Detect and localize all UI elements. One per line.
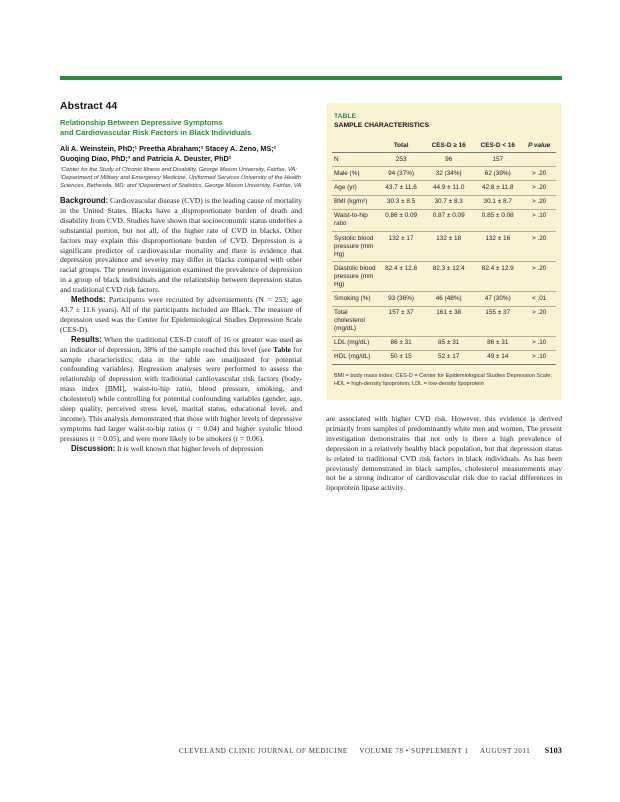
table-cell: 155 ± 37: [473, 306, 522, 336]
table-row: [332, 181, 556, 195]
table-cell: > .20: [522, 306, 556, 336]
table-cell: 86 ± 31: [378, 336, 424, 350]
table-row: [332, 231, 556, 261]
table-cell: > .10: [522, 336, 556, 350]
abstract-title-line1: Relationship Between Depressive Symptoms: [60, 118, 223, 127]
table-cell: 50 ± 15: [378, 350, 424, 364]
table-row-label: Diastolic blood pressure (mm Hg): [332, 262, 378, 292]
table-cell: 62 (39%): [473, 167, 522, 181]
table-cell: 132 ± 16: [473, 231, 522, 261]
sample-characteristics-table: [332, 139, 556, 365]
footer-volume: VOLUME 78 • SUPPLEMENT 1: [359, 747, 469, 755]
table-header-cell: CES-D < 16: [473, 139, 522, 153]
page-number: S103: [544, 746, 562, 755]
table-cell: 82.4 ± 12.9: [473, 262, 522, 292]
footer-date: AUGUST 2011: [480, 747, 531, 755]
affiliations: ¹Center for the Study of Chronic Illness and Disability, George Mason University, Fairfax, VA; ²Department of Military and Emergency Medicine, Uniformed Services University of the Health Sciences, Bethesda, MD; and ³Department of Statistics, George Mason University, Fairfax, VA: [60, 167, 302, 189]
table-cell: 42.8 ± 11.8: [473, 181, 522, 195]
table-cell: 94 (37%): [378, 167, 424, 181]
table-row: [332, 292, 556, 306]
background-text: Cardiovascular disease (CVD) is the leading cause of mortality in the United States. Blacks have a disproportionate burden of death and disability from CVD. Studies have shown that socioeconomic status underlies a substantial portion, but not all, of the higher rate of CVD in blacks. Other factors may explain this disproportionate burden of CVD. Depression is a significant predictor of cardiovascular mortality and there is evidence that depression prevalence and severity may differ in blacks compared with other racial groups. The present investigation examined the prevalence of depression in a group of black individuals and the relationship between depression status and traditional CVD risk factors.: [60, 196, 302, 295]
table-cell: > .10: [522, 209, 556, 231]
discussion-continued: are associated with higher CVD risk. However, this evidence is derived primarily from samples of predominantly white men and women. The present investigation demonstrates that not only is there a high prevalence of depression in a relatively healthy black population, but that depression status is related to traditional CVD risk factors in black individuals. As has been previously demonstrated in black samples, cholesterol measurements may not be a strong indicator of cardiovascular risk due to racial differences in lipoprotein lipase activity.: [326, 414, 562, 493]
background-heading: Background:: [60, 196, 109, 205]
abstract-number: Abstract 44: [60, 100, 118, 112]
table-cell: 161 ± 38: [424, 306, 473, 336]
right-column: [326, 414, 562, 493]
table-footnote: BMI = body mass index; CES-D = Center for Epidemiological Studies Depression Scale; HDL = high-density lipoprotein; LDL = low-density lipoprotein: [334, 373, 552, 387]
table-cell: 157: [473, 153, 522, 167]
results-text-b: for sample characteristics; data in the table are unadjusted for potential confounding variables). Regression analyses were performed to assess the relationship of depression with traditional cardiovascular risk factors (body-mass index [BMI], waist-to-hip ratio, blood pressure, smoking, and cholesterol) while controlling for potential confounding variables (gender, age, sleep quality, perceived stress level, marital status, educational level, and income). This analysis demonstrated that those with higher levels of depressive symptoms had larger waist-to-hip ratios (r = 0.04) and higher systolic blood pressures (r = 0.05), and were more likely to be smokers (r = 0.06).: [60, 344, 302, 443]
table-row: [332, 209, 556, 231]
table-cell: 43.7 ± 11.6: [378, 181, 424, 195]
table-row: [332, 306, 556, 336]
table-cell: 82.4 ± 12.8: [378, 262, 424, 292]
table-cell: 30.1 ± 8.7: [473, 195, 522, 209]
table-cell: 44.9 ± 11.0: [424, 181, 473, 195]
table-row-label: BMI (kg/m²): [332, 195, 378, 209]
table-row: [332, 167, 556, 181]
table-cell: < .01: [522, 292, 556, 306]
left-column: [60, 100, 302, 454]
table-cell: 253: [378, 153, 424, 167]
table-cell: 96: [424, 153, 473, 167]
table-cell: > .20: [522, 195, 556, 209]
table-row-label: LDL (mg/dL): [332, 336, 378, 350]
methods-text: Participants were recruited by advertisements (N = 253; age 43.7 ± 11.6 years). All of the participants included are Black. The measure of depression used was the Center for Epidemiological Studies Depression Scale (CES-D).: [60, 295, 303, 334]
table-title: SAMPLE CHARACTERISTICS: [334, 122, 430, 129]
table-row-label: Age (yr): [332, 181, 378, 195]
table-cell: 93 (36%): [378, 292, 424, 306]
table-cell: 82.3 ± 12.4: [424, 262, 473, 292]
table-label: TABLE: [334, 113, 357, 120]
table-row: [332, 153, 556, 167]
abstract-title: [60, 118, 302, 138]
methods-heading: Methods:: [71, 295, 106, 305]
table-cell: [522, 153, 556, 167]
table-header-cell: CES-D ≥ 16: [424, 139, 473, 153]
table-cell: 47 (30%): [473, 292, 522, 306]
table-cell: 132 ± 17: [378, 231, 424, 261]
page-footer: [150, 746, 562, 755]
table-cell: 46 (48%): [424, 292, 473, 306]
table-row: [332, 350, 556, 364]
discussion-paragraph: [60, 444, 302, 454]
table-header-row: [332, 139, 556, 153]
top-rule: [60, 76, 562, 80]
table-row-label: Total cholesterol (mg/dL): [332, 306, 378, 336]
table-row-label: Male (%): [332, 167, 378, 181]
table-row-label: Waist-to-hip ratio: [332, 209, 378, 231]
discussion-heading: Discussion:: [71, 443, 116, 453]
table-row: [332, 195, 556, 209]
table-cell: 52 ± 17: [424, 350, 473, 364]
table-cell: 85 ± 31: [424, 336, 473, 350]
table-cell: 0.86 ± 0.09: [378, 209, 424, 231]
methods-paragraph: [60, 295, 302, 335]
table-cell: > .20: [522, 167, 556, 181]
table-cell: > .20: [522, 262, 556, 292]
table-cell: > .20: [522, 231, 556, 261]
table-row-label: Systolic blood pressure (mm Hg): [332, 231, 378, 261]
results-paragraph: [60, 335, 302, 444]
table-cell: 49 ± 14: [473, 350, 522, 364]
table-reference-link[interactable]: Table: [273, 344, 291, 354]
table-cell: 30.3 ± 8.5: [378, 195, 424, 209]
discussion-text-left: It is well known that higher levels of depression: [117, 443, 264, 453]
abstract-title-line2: and Cardiovascular Risk Factors in Black Individuals: [60, 128, 252, 137]
table-row-label: N: [332, 153, 378, 167]
table-cell: 0.85 ± 0.08: [473, 209, 522, 231]
table-cell: 32 (34%): [424, 167, 473, 181]
table-cell: 157 ± 37: [378, 306, 424, 336]
table-row: [332, 262, 556, 292]
table-panel: [326, 103, 562, 400]
table-row-label: Smoking (%): [332, 292, 378, 306]
background-paragraph: [60, 196, 302, 295]
table-cell: > .20: [522, 181, 556, 195]
table-row: [332, 336, 556, 350]
author-list: Ali A. Weinstein, PhD;¹ Preetha Abraham;² Stacey A. Zeno, MS;² Guoqing Diao, PhD;³ and Patricia A. Deuster, PhD²: [60, 144, 276, 163]
table-cell: 30.7 ± 8.3: [424, 195, 473, 209]
table-cell: 132 ± 18: [424, 231, 473, 261]
table-header-cell: P value: [522, 139, 556, 153]
table-cell: > .10: [522, 350, 556, 364]
table-row-label: HDL (mg/dL): [332, 350, 378, 364]
table-header-cell: [332, 139, 378, 153]
footer-journal: CLEVELAND CLINIC JOURNAL OF MEDICINE: [179, 747, 348, 755]
table-header-cell: Total: [378, 139, 424, 153]
results-text-a: When the traditional CES-D cutoff of 16 or greater was used as an indicator of depression, 38% of the sample reached this level (see: [60, 334, 302, 354]
table-cell: 86 ± 31: [473, 336, 522, 350]
results-heading: Results:: [71, 334, 102, 344]
table-cell: 0.87 ± 0.09: [424, 209, 473, 231]
